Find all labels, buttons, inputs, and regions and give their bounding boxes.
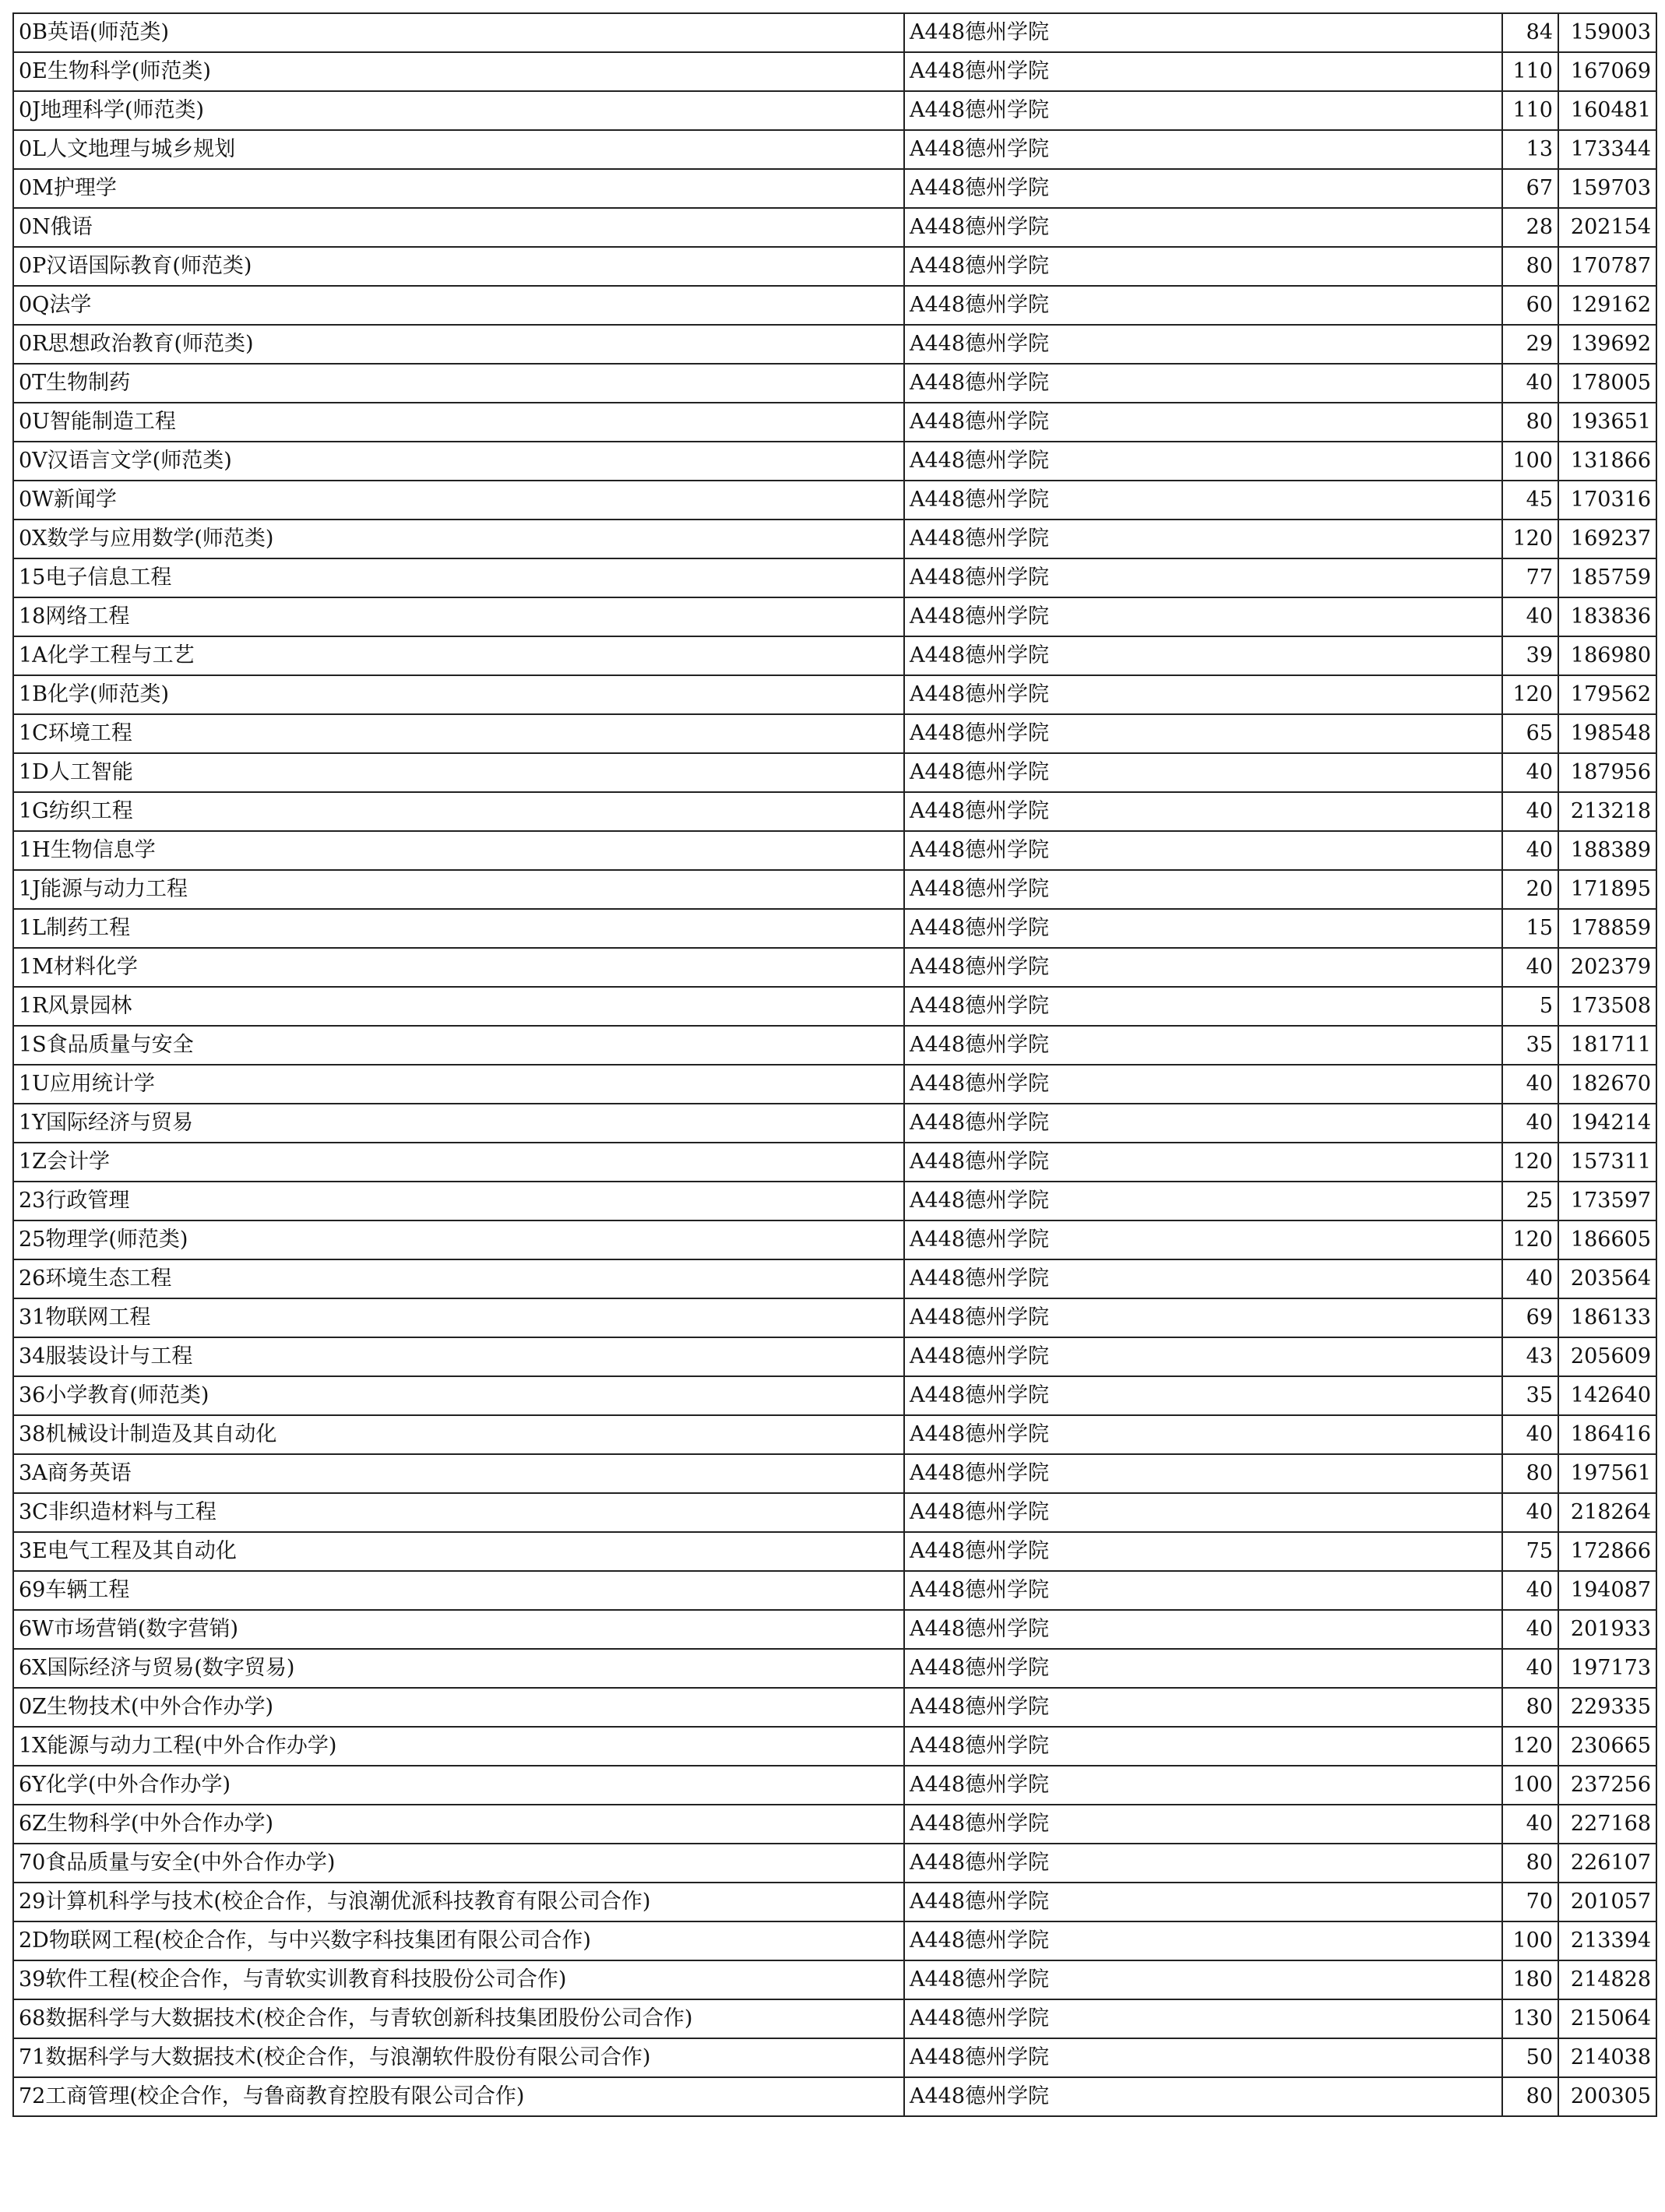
major-cell: 68数据科学与大数据技术(校企合作，与青软创新科技集团股份公司合作) <box>13 1999 904 2038</box>
table-row <box>13 1220 1656 1259</box>
major-cell: 29计算机科学与技术(校企合作，与浪潮优派科技教育有限公司合作) <box>13 1883 904 1921</box>
table-row <box>13 1065 1656 1104</box>
min-rank-cell: 186133 <box>1558 1298 1656 1337</box>
min-rank-cell: 186416 <box>1558 1415 1656 1454</box>
major-cell: 6W市场营销(数字营销) <box>13 1610 904 1649</box>
school-cell: A448德州学院 <box>904 1182 1502 1220</box>
plan-count-cell: 77 <box>1502 558 1558 597</box>
major-cell: 0B英语(师范类) <box>13 13 904 52</box>
school-cell: A448德州学院 <box>904 1026 1502 1065</box>
table-row <box>13 520 1656 558</box>
school-cell: A448德州学院 <box>904 1454 1502 1493</box>
min-rank-cell: 169237 <box>1558 520 1656 558</box>
min-rank-cell: 178005 <box>1558 364 1656 403</box>
min-rank-cell: 205609 <box>1558 1337 1656 1376</box>
min-rank-cell: 214038 <box>1558 2038 1656 2077</box>
min-rank-cell: 201057 <box>1558 1883 1656 1921</box>
plan-count-cell: 40 <box>1502 1065 1558 1104</box>
table-body <box>13 13 1656 2116</box>
school-cell: A448德州学院 <box>904 1999 1502 2038</box>
major-cell: 1X能源与动力工程(中外合作办学) <box>13 1727 904 1766</box>
plan-count-cell: 25 <box>1502 1182 1558 1220</box>
major-cell: 0M护理学 <box>13 169 904 208</box>
major-cell: 69车辆工程 <box>13 1571 904 1610</box>
major-cell: 3C非织造材料与工程 <box>13 1493 904 1532</box>
plan-count-cell: 120 <box>1502 1220 1558 1259</box>
school-cell: A448德州学院 <box>904 2077 1502 2116</box>
table-row <box>13 1883 1656 1921</box>
plan-count-cell: 40 <box>1502 1104 1558 1143</box>
major-cell: 1Z会计学 <box>13 1143 904 1182</box>
plan-count-cell: 15 <box>1502 909 1558 948</box>
school-cell: A448德州学院 <box>904 1960 1502 1999</box>
min-rank-cell: 181711 <box>1558 1026 1656 1065</box>
school-cell: A448德州学院 <box>904 442 1502 481</box>
school-cell: A448德州学院 <box>904 403 1502 442</box>
plan-count-cell: 40 <box>1502 831 1558 870</box>
major-cell: 1U应用统计学 <box>13 1065 904 1104</box>
school-cell: A448德州学院 <box>904 2038 1502 2077</box>
school-cell: A448德州学院 <box>904 169 1502 208</box>
min-rank-cell: 187956 <box>1558 753 1656 792</box>
major-cell: 71数据科学与大数据技术(校企合作，与浪潮软件股份有限公司合作) <box>13 2038 904 2077</box>
min-rank-cell: 188389 <box>1558 831 1656 870</box>
major-cell: 3A商务英语 <box>13 1454 904 1493</box>
table-row <box>13 870 1656 909</box>
min-rank-cell: 129162 <box>1558 286 1656 325</box>
min-rank-cell: 139692 <box>1558 325 1656 364</box>
major-cell: 1G纺织工程 <box>13 792 904 831</box>
table-row <box>13 714 1656 753</box>
major-cell: 0Z生物技术(中外合作办学) <box>13 1688 904 1727</box>
table-row <box>13 597 1656 636</box>
min-rank-cell: 200305 <box>1558 2077 1656 2116</box>
min-rank-cell: 198548 <box>1558 714 1656 753</box>
min-rank-cell: 193651 <box>1558 403 1656 442</box>
min-rank-cell: 202379 <box>1558 948 1656 987</box>
plan-count-cell: 100 <box>1502 1921 1558 1960</box>
major-cell: 0W新闻学 <box>13 481 904 520</box>
plan-count-cell: 65 <box>1502 714 1558 753</box>
major-cell: 0R思想政治教育(师范类) <box>13 325 904 364</box>
plan-count-cell: 5 <box>1502 987 1558 1026</box>
min-rank-cell: 229335 <box>1558 1688 1656 1727</box>
min-rank-cell: 173344 <box>1558 130 1656 169</box>
plan-count-cell: 80 <box>1502 1688 1558 1727</box>
school-cell: A448德州学院 <box>904 481 1502 520</box>
table-row <box>13 1415 1656 1454</box>
major-cell: 1C环境工程 <box>13 714 904 753</box>
min-rank-cell: 194214 <box>1558 1104 1656 1143</box>
major-cell: 23行政管理 <box>13 1182 904 1220</box>
major-cell: 2D物联网工程(校企合作，与中兴数字科技集团有限公司合作) <box>13 1921 904 1960</box>
major-cell: 18网络工程 <box>13 597 904 636</box>
plan-count-cell: 80 <box>1502 247 1558 286</box>
school-cell: A448德州学院 <box>904 247 1502 286</box>
plan-count-cell: 120 <box>1502 1143 1558 1182</box>
table-row <box>13 1571 1656 1610</box>
major-cell: 0P汉语国际教育(师范类) <box>13 247 904 286</box>
min-rank-cell: 186980 <box>1558 636 1656 675</box>
plan-count-cell: 110 <box>1502 91 1558 130</box>
school-cell: A448德州学院 <box>904 520 1502 558</box>
school-cell: A448德州学院 <box>904 1104 1502 1143</box>
school-cell: A448德州学院 <box>904 831 1502 870</box>
school-cell: A448德州学院 <box>904 1844 1502 1883</box>
table-row <box>13 169 1656 208</box>
plan-count-cell: 40 <box>1502 1493 1558 1532</box>
major-cell: 31物联网工程 <box>13 1298 904 1337</box>
min-rank-cell: 197561 <box>1558 1454 1656 1493</box>
table-row <box>13 987 1656 1026</box>
min-rank-cell: 159003 <box>1558 13 1656 52</box>
table-row <box>13 792 1656 831</box>
plan-count-cell: 120 <box>1502 520 1558 558</box>
table-row <box>13 1376 1656 1415</box>
min-rank-cell: 182670 <box>1558 1065 1656 1104</box>
table-row <box>13 91 1656 130</box>
min-rank-cell: 215064 <box>1558 1999 1656 2038</box>
table-row <box>13 1921 1656 1960</box>
table-row <box>13 13 1656 52</box>
plan-count-cell: 35 <box>1502 1376 1558 1415</box>
min-rank-cell: 185759 <box>1558 558 1656 597</box>
plan-count-cell: 120 <box>1502 675 1558 714</box>
major-cell: 1S食品质量与安全 <box>13 1026 904 1065</box>
table-row <box>13 831 1656 870</box>
plan-count-cell: 80 <box>1502 1844 1558 1883</box>
plan-count-cell: 13 <box>1502 130 1558 169</box>
table-row <box>13 442 1656 481</box>
table-row <box>13 948 1656 987</box>
plan-count-cell: 84 <box>1502 13 1558 52</box>
plan-count-cell: 45 <box>1502 481 1558 520</box>
min-rank-cell: 167069 <box>1558 52 1656 91</box>
table-row <box>13 753 1656 792</box>
table-row <box>13 1727 1656 1766</box>
major-cell: 34服装设计与工程 <box>13 1337 904 1376</box>
school-cell: A448德州学院 <box>904 1883 1502 1921</box>
min-rank-cell: 227168 <box>1558 1805 1656 1844</box>
plan-count-cell: 20 <box>1502 870 1558 909</box>
school-cell: A448德州学院 <box>904 1571 1502 1610</box>
min-rank-cell: 171895 <box>1558 870 1656 909</box>
major-cell: 1B化学(师范类) <box>13 675 904 714</box>
school-cell: A448德州学院 <box>904 870 1502 909</box>
plan-count-cell: 60 <box>1502 286 1558 325</box>
major-cell: 0N俄语 <box>13 208 904 247</box>
school-cell: A448德州学院 <box>904 1610 1502 1649</box>
table-row <box>13 1649 1656 1688</box>
school-cell: A448德州学院 <box>904 1259 1502 1298</box>
major-cell: 1M材料化学 <box>13 948 904 987</box>
table-row <box>13 1259 1656 1298</box>
table-row <box>13 1844 1656 1883</box>
table-row <box>13 909 1656 948</box>
plan-count-cell: 40 <box>1502 1571 1558 1610</box>
major-cell: 1D人工智能 <box>13 753 904 792</box>
plan-count-cell: 40 <box>1502 1649 1558 1688</box>
min-rank-cell: 131866 <box>1558 442 1656 481</box>
school-cell: A448德州学院 <box>904 1337 1502 1376</box>
school-cell: A448德州学院 <box>904 1493 1502 1532</box>
plan-count-cell: 75 <box>1502 1532 1558 1571</box>
table-row <box>13 1766 1656 1805</box>
table-row <box>13 1143 1656 1182</box>
major-cell: 0L人文地理与城乡规划 <box>13 130 904 169</box>
major-cell: 38机械设计制造及其自动化 <box>13 1415 904 1454</box>
table-row <box>13 1532 1656 1571</box>
min-rank-cell: 194087 <box>1558 1571 1656 1610</box>
major-cell: 72工商管理(校企合作，与鲁商教育控股有限公司合作) <box>13 2077 904 2116</box>
major-cell: 6X国际经济与贸易(数字贸易) <box>13 1649 904 1688</box>
plan-count-cell: 100 <box>1502 442 1558 481</box>
plan-count-cell: 69 <box>1502 1298 1558 1337</box>
table-row <box>13 636 1656 675</box>
min-rank-cell: 159703 <box>1558 169 1656 208</box>
school-cell: A448德州学院 <box>904 1766 1502 1805</box>
table-row <box>13 481 1656 520</box>
major-cell: 1R风景园林 <box>13 987 904 1026</box>
major-cell: 0X数学与应用数学(师范类) <box>13 520 904 558</box>
min-rank-cell: 214828 <box>1558 1960 1656 1999</box>
plan-count-cell: 100 <box>1502 1766 1558 1805</box>
school-cell: A448德州学院 <box>904 1688 1502 1727</box>
min-rank-cell: 170787 <box>1558 247 1656 286</box>
school-cell: A448德州学院 <box>904 1415 1502 1454</box>
school-cell: A448德州学院 <box>904 364 1502 403</box>
table-row <box>13 1999 1656 2038</box>
min-rank-cell: 213218 <box>1558 792 1656 831</box>
school-cell: A448德州学院 <box>904 636 1502 675</box>
major-cell: 25物理学(师范类) <box>13 1220 904 1259</box>
plan-count-cell: 67 <box>1502 169 1558 208</box>
major-cell: 36小学教育(师范类) <box>13 1376 904 1415</box>
school-cell: A448德州学院 <box>904 987 1502 1026</box>
major-cell: 0Q法学 <box>13 286 904 325</box>
table-row <box>13 1337 1656 1376</box>
min-rank-cell: 170316 <box>1558 481 1656 520</box>
plan-count-cell: 40 <box>1502 1259 1558 1298</box>
school-cell: A448德州学院 <box>904 130 1502 169</box>
school-cell: A448德州学院 <box>904 325 1502 364</box>
plan-count-cell: 43 <box>1502 1337 1558 1376</box>
min-rank-cell: 186605 <box>1558 1220 1656 1259</box>
major-cell: 3E电气工程及其自动化 <box>13 1532 904 1571</box>
school-cell: A448德州学院 <box>904 1220 1502 1259</box>
school-cell: A448德州学院 <box>904 597 1502 636</box>
table-row <box>13 1298 1656 1337</box>
school-cell: A448德州学院 <box>904 714 1502 753</box>
min-rank-cell: 213394 <box>1558 1921 1656 1960</box>
plan-count-cell: 80 <box>1502 1454 1558 1493</box>
table-row <box>13 1182 1656 1220</box>
table-row <box>13 403 1656 442</box>
table-row <box>13 1960 1656 1999</box>
plan-count-cell: 40 <box>1502 1415 1558 1454</box>
table-row <box>13 1610 1656 1649</box>
school-cell: A448德州学院 <box>904 1649 1502 1688</box>
table-row <box>13 1688 1656 1727</box>
school-cell: A448德州学院 <box>904 1143 1502 1182</box>
school-cell: A448德州学院 <box>904 286 1502 325</box>
school-cell: A448德州学院 <box>904 208 1502 247</box>
min-rank-cell: 172866 <box>1558 1532 1656 1571</box>
admission-table <box>12 12 1657 2117</box>
min-rank-cell: 218264 <box>1558 1493 1656 1532</box>
major-cell: 70食品质量与安全(中外合作办学) <box>13 1844 904 1883</box>
major-cell: 1L制药工程 <box>13 909 904 948</box>
table-row <box>13 130 1656 169</box>
table-row <box>13 1026 1656 1065</box>
major-cell: 0U智能制造工程 <box>13 403 904 442</box>
school-cell: A448德州学院 <box>904 1298 1502 1337</box>
min-rank-cell: 173597 <box>1558 1182 1656 1220</box>
major-cell: 0E生物科学(师范类) <box>13 52 904 91</box>
major-cell: 0J地理科学(师范类) <box>13 91 904 130</box>
plan-count-cell: 40 <box>1502 364 1558 403</box>
table-row <box>13 364 1656 403</box>
min-rank-cell: 173508 <box>1558 987 1656 1026</box>
min-rank-cell: 178859 <box>1558 909 1656 948</box>
plan-count-cell: 28 <box>1502 208 1558 247</box>
plan-count-cell: 29 <box>1502 325 1558 364</box>
major-cell: 39软件工程(校企合作，与青软实训教育科技股份公司合作) <box>13 1960 904 1999</box>
school-cell: A448德州学院 <box>904 1805 1502 1844</box>
min-rank-cell: 237256 <box>1558 1766 1656 1805</box>
table-row <box>13 558 1656 597</box>
table-row <box>13 1493 1656 1532</box>
school-cell: A448德州学院 <box>904 792 1502 831</box>
min-rank-cell: 183836 <box>1558 597 1656 636</box>
min-rank-cell: 197173 <box>1558 1649 1656 1688</box>
school-cell: A448德州学院 <box>904 909 1502 948</box>
plan-count-cell: 40 <box>1502 753 1558 792</box>
table-row <box>13 1104 1656 1143</box>
major-cell: 0T生物制药 <box>13 364 904 403</box>
plan-count-cell: 40 <box>1502 1805 1558 1844</box>
plan-count-cell: 39 <box>1502 636 1558 675</box>
table-row <box>13 675 1656 714</box>
table-row <box>13 1454 1656 1493</box>
school-cell: A448德州学院 <box>904 558 1502 597</box>
plan-count-cell: 35 <box>1502 1026 1558 1065</box>
min-rank-cell: 157311 <box>1558 1143 1656 1182</box>
table-row <box>13 208 1656 247</box>
min-rank-cell: 142640 <box>1558 1376 1656 1415</box>
major-cell: 26环境生态工程 <box>13 1259 904 1298</box>
school-cell: A448德州学院 <box>904 1921 1502 1960</box>
major-cell: 6Y化学(中外合作办学) <box>13 1766 904 1805</box>
plan-count-cell: 130 <box>1502 1999 1558 2038</box>
major-cell: 1J能源与动力工程 <box>13 870 904 909</box>
school-cell: A448德州学院 <box>904 1727 1502 1766</box>
major-cell: 1H生物信息学 <box>13 831 904 870</box>
min-rank-cell: 203564 <box>1558 1259 1656 1298</box>
plan-count-cell: 40 <box>1502 1610 1558 1649</box>
school-cell: A448德州学院 <box>904 13 1502 52</box>
table-row <box>13 52 1656 91</box>
plan-count-cell: 180 <box>1502 1960 1558 1999</box>
plan-count-cell: 50 <box>1502 2038 1558 2077</box>
table-row <box>13 247 1656 286</box>
major-cell: 15电子信息工程 <box>13 558 904 597</box>
min-rank-cell: 201933 <box>1558 1610 1656 1649</box>
school-cell: A448德州学院 <box>904 1376 1502 1415</box>
table-row <box>13 286 1656 325</box>
plan-count-cell: 80 <box>1502 403 1558 442</box>
major-cell: 0V汉语言文学(师范类) <box>13 442 904 481</box>
min-rank-cell: 179562 <box>1558 675 1656 714</box>
major-cell: 6Z生物科学(中外合作办学) <box>13 1805 904 1844</box>
table-row <box>13 2077 1656 2116</box>
table-row <box>13 1805 1656 1844</box>
school-cell: A448德州学院 <box>904 675 1502 714</box>
plan-count-cell: 40 <box>1502 792 1558 831</box>
major-cell: 1Y国际经济与贸易 <box>13 1104 904 1143</box>
plan-count-cell: 40 <box>1502 597 1558 636</box>
school-cell: A448德州学院 <box>904 948 1502 987</box>
table-row <box>13 325 1656 364</box>
school-cell: A448德州学院 <box>904 753 1502 792</box>
min-rank-cell: 226107 <box>1558 1844 1656 1883</box>
min-rank-cell: 160481 <box>1558 91 1656 130</box>
plan-count-cell: 110 <box>1502 52 1558 91</box>
school-cell: A448德州学院 <box>904 52 1502 91</box>
plan-count-cell: 70 <box>1502 1883 1558 1921</box>
table-row <box>13 2038 1656 2077</box>
plan-count-cell: 40 <box>1502 948 1558 987</box>
major-cell: 1A化学工程与工艺 <box>13 636 904 675</box>
school-cell: A448德州学院 <box>904 1532 1502 1571</box>
plan-count-cell: 120 <box>1502 1727 1558 1766</box>
plan-count-cell: 80 <box>1502 2077 1558 2116</box>
school-cell: A448德州学院 <box>904 1065 1502 1104</box>
min-rank-cell: 202154 <box>1558 208 1656 247</box>
school-cell: A448德州学院 <box>904 91 1502 130</box>
min-rank-cell: 230665 <box>1558 1727 1656 1766</box>
